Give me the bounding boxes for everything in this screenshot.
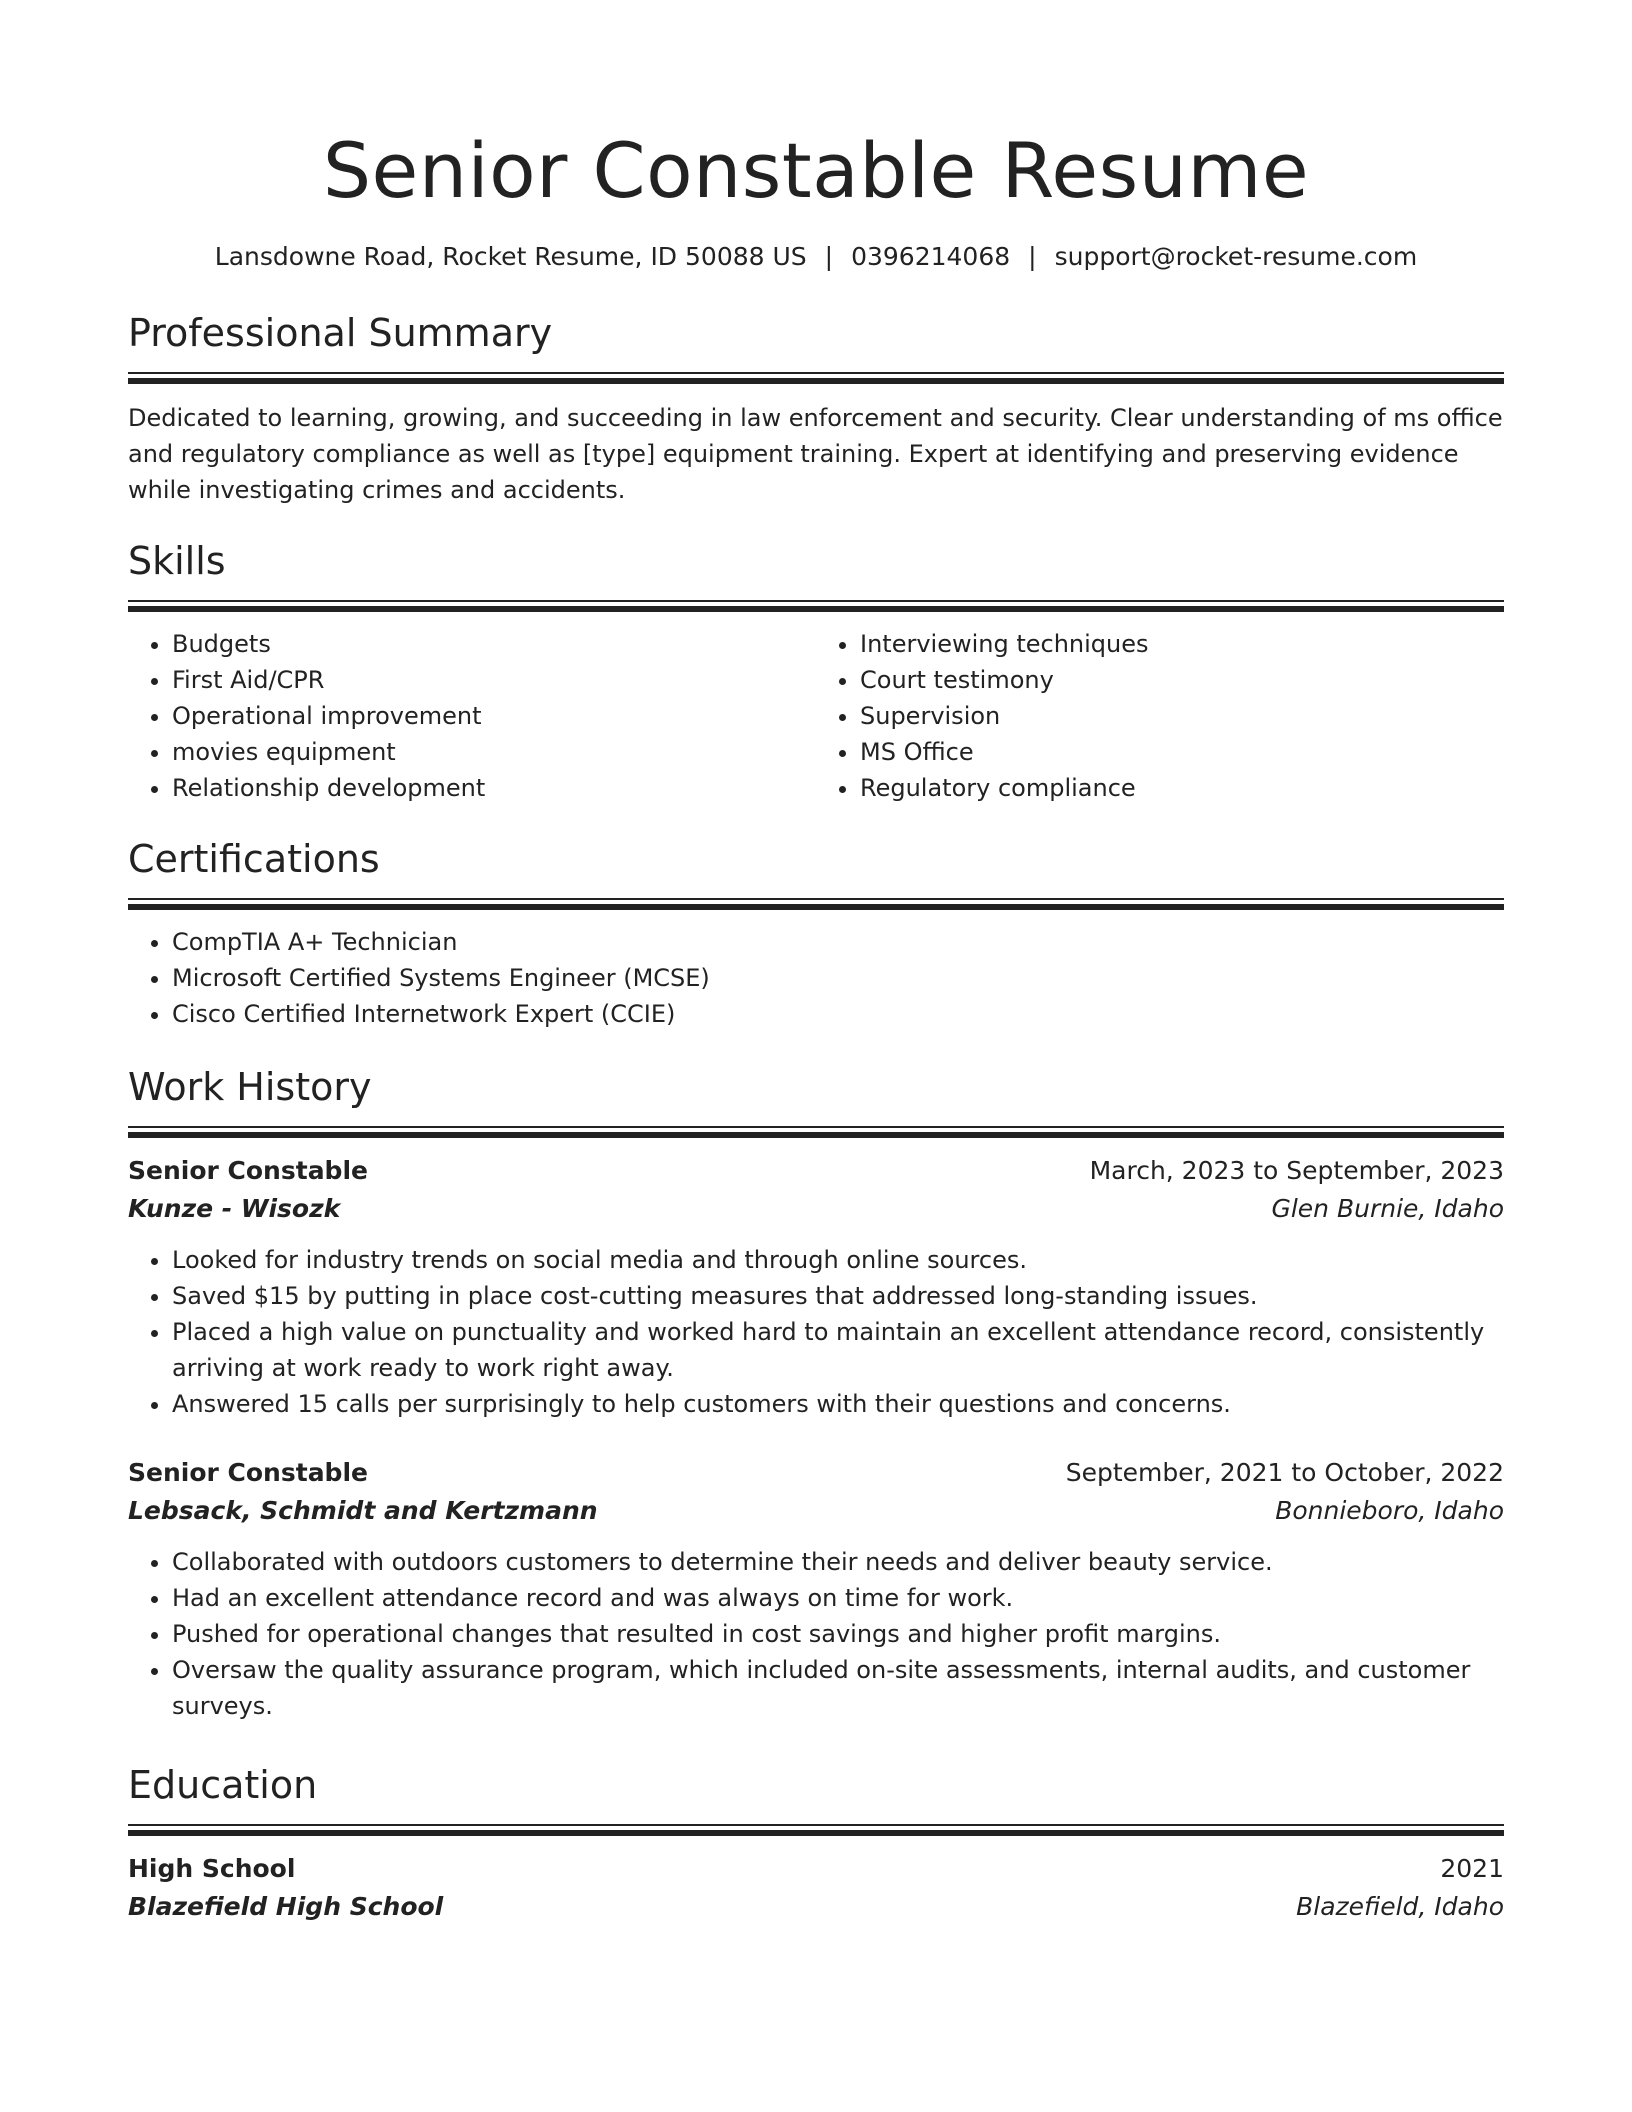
section-title-work: Work History: [128, 1065, 372, 1109]
skill-item: • Supervision: [860, 698, 1504, 734]
job-duty: • Oversaw the quality assurance program, which included on-site assessments, internal audits, and customer surveys.: [172, 1652, 1504, 1724]
work-history-section: [128, 1062, 1504, 1724]
skill-item: • Operational improvement: [172, 698, 816, 734]
section-title-skills: Skills: [128, 539, 226, 583]
job-header: [128, 1152, 1504, 1190]
job-duty: • Looked for industry trends on social media and through online sources.: [172, 1242, 1504, 1278]
skill-item: • Interviewing techniques: [860, 626, 1504, 662]
skill-item: • Court testimony: [860, 662, 1504, 698]
section-divider: [128, 1126, 1504, 1138]
skills-section: [128, 536, 1504, 806]
job-title: Senior Constable: [128, 1156, 368, 1185]
job-duty: • Pushed for operational changes that resulted in cost savings and higher profit margins.: [172, 1616, 1504, 1652]
job-subheader: [128, 1492, 1504, 1530]
education-section: [128, 1760, 1504, 1926]
job-duty: • Placed a high value on punctuality and worked hard to maintain an excellent attendance record, consistently arriving at work ready to work right away.: [172, 1314, 1504, 1386]
section-divider: [128, 372, 1504, 384]
section-divider: [128, 898, 1504, 910]
contact-address: Lansdowne Road, Rocket Resume, ID 50088 US: [214, 242, 807, 271]
section-divider: [128, 1824, 1504, 1836]
job-company: Kunze - Wisozk: [128, 1194, 341, 1223]
job-duties: [128, 1242, 1504, 1422]
education-subheader: [128, 1888, 1504, 1926]
job-duty: • Collaborated with outdoors customers to determine their needs and deliver beauty service.: [172, 1544, 1504, 1580]
job-dates: September, 2021 to October, 2022: [1065, 1458, 1504, 1487]
skill-item: • Relationship development: [172, 770, 816, 806]
certification-item: • CompTIA A+ Technician: [172, 924, 1504, 960]
job-location: Bonnieboro, Idaho: [1275, 1496, 1504, 1525]
skill-item: • movies equipment: [172, 734, 816, 770]
education-location: Blazefield, Idaho: [1296, 1892, 1504, 1921]
section-title-education: Education: [128, 1763, 318, 1807]
summary-text: Dedicated to learning, growing, and succeeding in law enforcement and security. Clear understanding of ms office and regulatory compliance as well as [type] equipment training. Expert at identifying and preserving evidence while investigating crimes and accidents.: [128, 404, 1503, 504]
job-duty: • Saved $15 by putting in place cost-cutting measures that addressed long-standing issues.: [172, 1278, 1504, 1314]
contact-separator: |: [1028, 242, 1037, 271]
contact-phone: 0396214068: [851, 242, 1011, 271]
job-duty: • Answered 15 calls per surprisingly to help customers with their questions and concerns.: [172, 1386, 1504, 1422]
skill-item: • Budgets: [172, 626, 816, 662]
certifications-list: [128, 924, 1504, 1032]
summary-section: [128, 308, 1504, 508]
section-divider: [128, 600, 1504, 612]
skills-list-right: [816, 626, 1504, 806]
skill-item: • Regulatory compliance: [860, 770, 1504, 806]
skill-item: • First Aid/CPR: [172, 662, 816, 698]
education-school: Blazefield High School: [128, 1892, 444, 1921]
contact-separator: |: [824, 242, 834, 271]
education-header: [128, 1850, 1504, 1888]
skill-item: • MS Office: [860, 734, 1504, 770]
skills-grid: [128, 626, 1504, 806]
job-location: Glen Burnie, Idaho: [1271, 1194, 1504, 1223]
certifications-section: [128, 834, 1504, 1032]
section-title-summary: Professional Summary: [128, 311, 553, 355]
education-year: 2021: [1440, 1854, 1504, 1883]
job-dates: March, 2023 to September, 2023: [1089, 1156, 1504, 1185]
section-title-certifications: Certifications: [128, 837, 380, 881]
education-entry: [128, 1850, 1504, 1926]
job-duty: • Had an excellent attendance record and was always on time for work.: [172, 1580, 1504, 1616]
education-degree: High School: [128, 1854, 296, 1883]
job-entry: [128, 1454, 1504, 1724]
job-duties: [128, 1544, 1504, 1724]
job-entry: [128, 1152, 1504, 1422]
certification-item: • Cisco Certified Internetwork Expert (CCIE): [172, 996, 1504, 1032]
resume-name: Senior Constable Resume: [322, 126, 1310, 215]
job-subheader: [128, 1190, 1504, 1228]
skills-list-left: [128, 626, 816, 806]
job-header: [128, 1454, 1504, 1492]
job-title: Senior Constable: [128, 1458, 368, 1487]
job-company: Lebsack, Schmidt and Kertzmann: [128, 1496, 598, 1525]
contact-email: support@rocket-resume.com: [1054, 242, 1418, 271]
certification-item: • Microsoft Certified Systems Engineer (MCSE): [172, 960, 1504, 996]
contact-line: [128, 240, 1504, 274]
